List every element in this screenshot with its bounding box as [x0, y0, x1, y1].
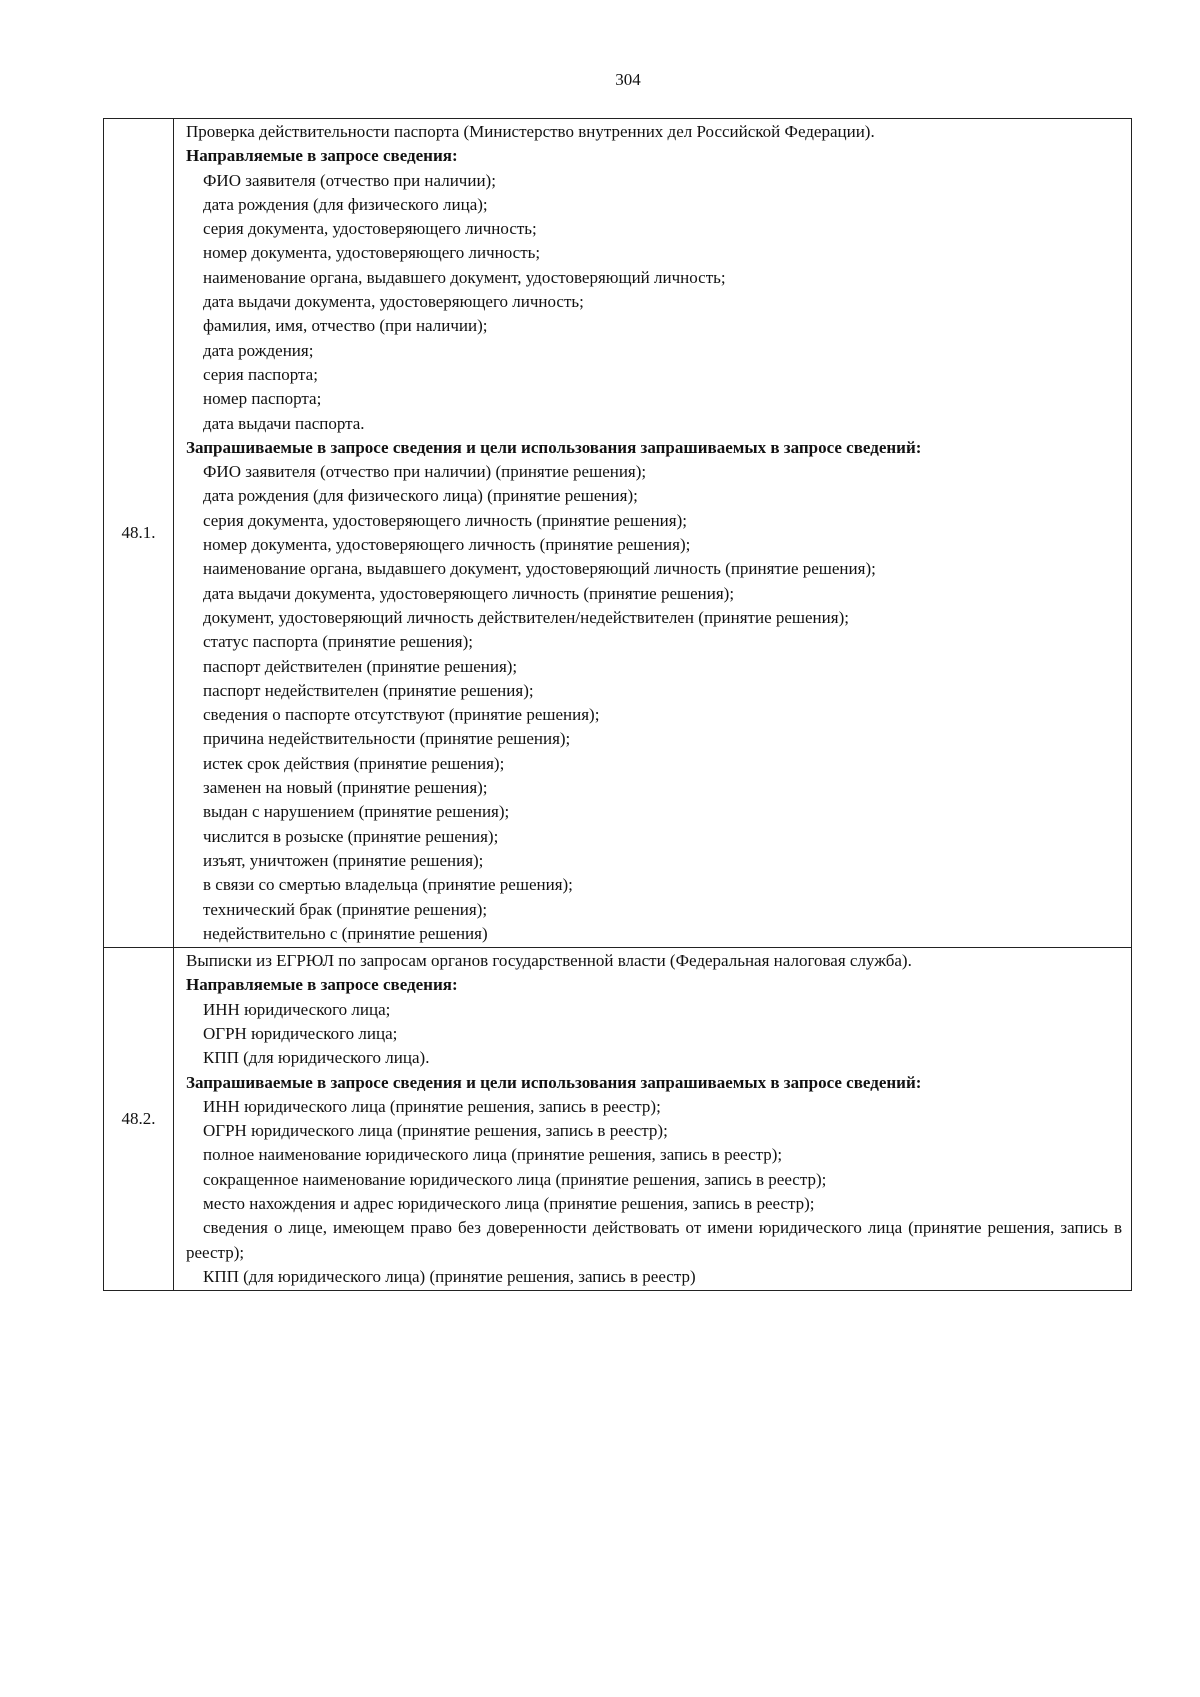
requested-item: ОГРН юридического лица (принятие решения, запись в реестр);: [203, 1121, 668, 1141]
registry-table: [103, 118, 1132, 1291]
requested-item: дата рождения (для физического лица) (принятие решения);: [203, 486, 638, 506]
requested-item: сведения о паспорте отсутствуют (принятие решения);: [203, 705, 600, 725]
sent-item: дата рождения (для физического лица);: [203, 194, 488, 214]
requested-heading: Запрашиваемые в запросе сведения и цели использования запрашиваемых в запросе сведений:: [186, 1072, 922, 1092]
row-number: 48.1.: [104, 119, 174, 948]
sent-heading: Направляемые в запросе сведения:: [186, 975, 458, 995]
sent-item: серия документа, удостоверяющего личность;: [203, 219, 537, 239]
sent-item: ОГРН юридического лица;: [203, 1023, 398, 1043]
requested-item: полное наименование юридического лица (принятие решения, запись в реестр);: [203, 1145, 783, 1165]
requested-item: причина недействительности (принятие решения);: [203, 729, 571, 749]
table-row: [104, 119, 1132, 948]
requested-item: наименование органа, выдавшего документ, удостоверяющий личность (принятие решения);: [203, 559, 876, 579]
sent-item: фамилия, имя, отчество (при наличии);: [203, 316, 488, 336]
requested-item: паспорт недействителен (принятие решения);: [203, 680, 534, 700]
sent-item: наименование органа, выдавшего документ, удостоверяющий личность;: [203, 267, 726, 287]
sent-item: дата выдачи документа, удостоверяющего личность;: [203, 292, 584, 312]
row-number: 48.2.: [104, 948, 174, 1291]
requested-item: в связи со смертью владельца (принятие решения);: [203, 875, 573, 895]
table-row: [104, 948, 1132, 1291]
requested-item: недействительно с (принятие решения): [203, 923, 488, 943]
requested-item: заменен на новый (принятие решения);: [203, 778, 488, 798]
requested-item: ИНН юридического лица (принятие решения, запись в реестр);: [203, 1096, 661, 1116]
requested-item: выдан с нарушением (принятие решения);: [203, 802, 510, 822]
requested-item: место нахождения и адрес юридического лица (принятие решения, запись в реестр);: [203, 1194, 815, 1214]
page-number: 304: [615, 70, 641, 89]
requested-item: номер документа, удостоверяющего личность (принятие решения);: [203, 535, 691, 555]
row-content: [174, 119, 1132, 948]
row-content: [174, 948, 1132, 1291]
requested-item: числится в розыске (принятие решения);: [203, 826, 499, 846]
sent-item: КПП (для юридического лица).: [203, 1048, 430, 1068]
sent-item: ФИО заявителя (отчество при наличии);: [203, 170, 496, 190]
requested-item: КПП (для юридического лица) (принятие решения, запись в реестр): [203, 1266, 696, 1286]
requested-item: сокращенное наименование юридического лица (принятие решения, запись в реестр);: [203, 1169, 827, 1189]
requested-item: дата выдачи документа, удостоверяющего личность (принятие решения);: [203, 583, 735, 603]
requested-item: изъят, уничтожен (принятие решения);: [203, 850, 484, 870]
requested-item: технический брак (принятие решения);: [203, 899, 488, 919]
sent-item: серия паспорта;: [203, 364, 318, 384]
requested-heading: Запрашиваемые в запросе сведения и цели использования запрашиваемых в запросе сведений:: [186, 437, 922, 457]
requested-item: серия документа, удостоверяющего личность (принятие решения);: [203, 510, 687, 530]
sent-item: номер документа, удостоверяющего личность;: [203, 243, 541, 263]
requested-item: документ, удостоверяющий личность действителен/недействителен (принятие решения);: [203, 607, 849, 627]
table-body: [104, 119, 1132, 1291]
row-title: Проверка действительности паспорта (Министерство внутренних дел Российской Федерации).: [186, 122, 875, 141]
sent-item: дата рождения;: [203, 340, 314, 360]
sent-item: дата выдачи паспорта.: [203, 413, 365, 433]
sent-item: ИНН юридического лица;: [203, 999, 391, 1019]
sent-heading: Направляемые в запросе сведения:: [186, 146, 458, 166]
row-title: Выписки из ЕГРЮЛ по запросам органов государственной власти (Федеральная налоговая служба).: [186, 951, 912, 971]
requested-item: сведения о лице, имеющем право без доверенности действовать от имени юридического лица (принятие решения, запись в реестр);: [186, 1218, 1122, 1262]
requested-item: истек срок действия (принятие решения);: [203, 753, 505, 773]
requested-item: ФИО заявителя (отчество при наличии) (принятие решения);: [203, 462, 647, 482]
sent-item: номер паспорта;: [203, 389, 322, 409]
requested-item: статус паспорта (принятие решения);: [203, 632, 473, 652]
requested-item: паспорт действителен (принятие решения);: [203, 656, 518, 676]
